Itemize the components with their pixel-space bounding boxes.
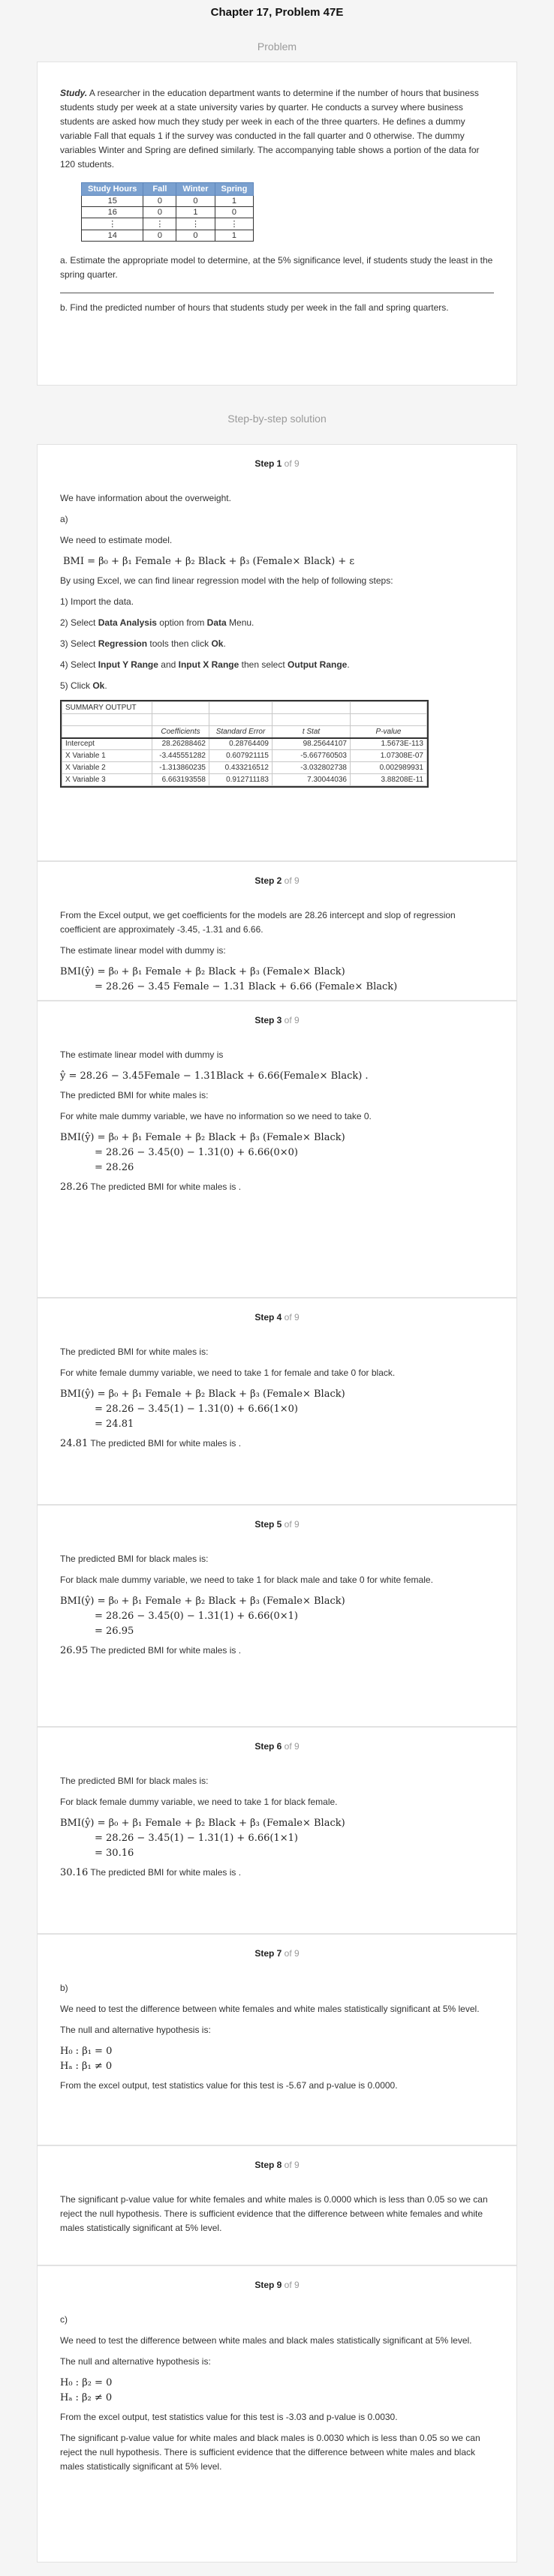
- page-title: Chapter 17, Problem 47E: [210, 6, 344, 19]
- table-row: [82, 196, 254, 207]
- step-2-card: [37, 861, 517, 1001]
- step-9-card: [37, 2265, 517, 2562]
- null-hypothesis: H₀ : β₁ = 0: [60, 2046, 113, 2057]
- step-text: From the excel output, test statistics value for this test is -5.67 and p-value is 0.0000.: [60, 2080, 398, 2091]
- step-heading: Step 2 of 9: [254, 875, 300, 886]
- step-text: The predicted BMI for black males is:: [60, 1554, 209, 1564]
- step-heading: Step 8 of 9: [254, 2160, 300, 2170]
- model-equation: BMI(ŷ) = β₀ + β₁ Female + β₂ Black + β₃ (Female× Black): [60, 966, 345, 977]
- step-heading: Step 9 of 9: [254, 2280, 300, 2290]
- step-5-card: [37, 1505, 517, 1727]
- step-heading: Step 7 of 9: [254, 1948, 300, 1959]
- model-equation-result: = 28.26: [95, 1162, 134, 1173]
- instruction-3: 3) Select Regression tools then click Ok.: [60, 638, 226, 649]
- step-text: We have information about the overweight.: [60, 493, 231, 503]
- summary-title-row: [62, 702, 427, 714]
- summary-cell: X Variable 3: [62, 774, 152, 786]
- model-equation-result: = 24.81: [95, 1419, 134, 1430]
- table-row: [62, 762, 427, 774]
- step-part-label: a): [60, 514, 68, 524]
- summary-cell: 0.002989931: [351, 762, 427, 774]
- step-text: From the excel output, test statistics value for this test is -3.03 and p-value is 0.0030.: [60, 2412, 398, 2422]
- step-text: For black female dummy variable, we need to take 1 for black female.: [60, 1797, 338, 1807]
- model-equation-line: = 28.26 − 3.45(1) − 1.31(1) + 6.66(1×1): [95, 1833, 298, 1844]
- model-equation-line: = 28.26 − 3.45(0) − 1.31(1) + 6.66(0×1): [95, 1611, 298, 1622]
- summary-output-table: [60, 700, 429, 788]
- study-table-header: [82, 183, 254, 196]
- summary-cell: 28.26288462: [152, 738, 209, 750]
- table-row: [62, 750, 427, 762]
- step-text: The estimate linear model with dummy is:: [60, 945, 226, 956]
- summary-header-cell: t Stat: [272, 726, 351, 738]
- step-text: For black male dummy variable, we need to take 1 for black male and take 0 for white female.: [60, 1575, 433, 1585]
- step-7-card: [37, 1934, 517, 2145]
- table-cell: ⋮: [176, 218, 215, 230]
- instruction-1: 1) Import the data.: [60, 596, 134, 607]
- table-cell: 16: [82, 207, 143, 218]
- model-equation-line: = 28.26 − 3.45(0) − 1.31(0) + 6.66(0×0): [95, 1147, 298, 1158]
- alternative-hypothesis: Hₐ : β₂ ≠ 0: [60, 2392, 113, 2403]
- step-text: By using Excel, we can find linear regression model with the help of following steps:: [60, 575, 393, 586]
- table-header-cell: Study Hours: [82, 183, 143, 196]
- step-result: 28.26 The predicted BMI for white males is .: [60, 1181, 242, 1193]
- table-row: [82, 207, 254, 218]
- summary-cell: 0.912711183: [209, 774, 272, 786]
- step-result: 24.81 The predicted BMI for white males is .: [60, 1438, 242, 1449]
- model-equation-line: = 28.26 − 3.45 Female − 1.31 Black + 6.66 (Female× Black): [95, 981, 398, 992]
- model-equation: BMI(ŷ) = β₀ + β₁ Female + β₂ Black + β₃ (Female× Black): [60, 1818, 345, 1829]
- step-part-label: b): [60, 1983, 68, 1993]
- table-cell: 0: [143, 230, 176, 242]
- model-equation: BMI(ŷ) = β₀ + β₁ Female + β₂ Black + β₃ (Female× Black): [60, 1132, 345, 1143]
- instruction-5: 5) Click Ok.: [60, 680, 107, 691]
- instruction-4: 4) Select Input Y Range and Input X Range then select Output Range.: [60, 659, 350, 670]
- alternative-hypothesis: Hₐ : β₁ ≠ 0: [60, 2061, 113, 2072]
- instruction-2: 2) Select Data Analysis option from Data Menu.: [60, 617, 254, 628]
- step-1-card: [37, 444, 517, 861]
- step-text: We need to test the difference between white females and white males statistically significant at 5% level.: [60, 2004, 480, 2014]
- summary-cell: -3.445551282: [152, 750, 209, 762]
- table-row: [82, 218, 254, 230]
- table-cell: 0: [176, 230, 215, 242]
- summary-header-cell: Standard Error: [209, 726, 272, 738]
- step-text: We need to estimate model.: [60, 535, 173, 545]
- problem-card: [37, 62, 517, 386]
- table-cell: 1: [215, 196, 254, 207]
- step-result: 30.16 The predicted BMI for white males is .: [60, 1867, 242, 1878]
- table-row: [62, 738, 427, 750]
- table-row: [62, 774, 427, 786]
- step-result: 26.95 The predicted BMI for white males is .: [60, 1645, 242, 1656]
- step-heading: Step 4 of 9: [254, 1312, 300, 1323]
- step-heading: Step 3 of 9: [254, 1015, 300, 1025]
- table-cell: 15: [82, 196, 143, 207]
- question-b: b. Find the predicted number of hours that students study per week in the fall and spring quarters.: [60, 302, 449, 313]
- solution-label: Step-by-step solution: [227, 413, 327, 425]
- table-cell: ⋮: [215, 218, 254, 230]
- study-table: [81, 182, 254, 242]
- summary-cell: X Variable 2: [62, 762, 152, 774]
- summary-cell: -3.032802738: [272, 762, 351, 774]
- table-cell: 0: [143, 207, 176, 218]
- step-3-card: [37, 1001, 517, 1298]
- step-text: The predicted BMI for white males is:: [60, 1347, 209, 1357]
- step-text: The estimate linear model with dummy is: [60, 1049, 224, 1060]
- step-text: For white female dummy variable, we need to take 1 for female and take 0 for black.: [60, 1368, 396, 1378]
- table-row: [82, 230, 254, 242]
- table-cell: 1: [215, 230, 254, 242]
- step-text: The predicted BMI for white males is:: [60, 1090, 209, 1100]
- table-header-cell: Fall: [143, 183, 176, 196]
- model-equation-result: = 30.16: [95, 1848, 134, 1859]
- model-equation: BMI(ŷ) = β₀ + β₁ Female + β₂ Black + β₃ (Female× Black): [60, 1596, 345, 1607]
- model-equation-result: = 26.95: [95, 1626, 134, 1637]
- model-equation: BMI(ŷ) = β₀ + β₁ Female + β₂ Black + β₃ (Female× Black): [60, 1389, 345, 1400]
- summary-header-cell: [62, 726, 152, 738]
- step-text: For white male dummy variable, we have no information so we need to take 0.: [60, 1111, 372, 1121]
- step-6-card: [37, 1727, 517, 1934]
- table-cell: 1: [176, 207, 215, 218]
- summary-header-cell: P-value: [351, 726, 427, 738]
- summary-cell: X Variable 1: [62, 750, 152, 762]
- model-equation: ŷ = 28.26 − 3.45Female − 1.31Black + 6.66(Female× Black) .: [60, 1070, 369, 1082]
- table-cell: 0: [215, 207, 254, 218]
- table-cell: 14: [82, 230, 143, 242]
- table-cell: 0: [143, 196, 176, 207]
- question-a: a. Estimate the appropriate model to determine, at the 5% significance level, if students study the least in the spring quarter.: [60, 255, 493, 280]
- summary-cell: -1.313860235: [152, 762, 209, 774]
- step-text: The null and alternative hypothesis is:: [60, 2356, 211, 2367]
- model-equation-line: = 28.26 − 3.45(1) − 1.31(0) + 6.66(1×0): [95, 1404, 298, 1415]
- summary-cell: 7.30044036: [272, 774, 351, 786]
- table-cell: 0: [176, 196, 215, 207]
- step-text: From the Excel output, we get coefficients for the models are 28.26 intercept and slop of regression coefficient are approximately -3.45, -1.31 and 6.66.: [60, 910, 456, 935]
- step-4-card: [37, 1298, 517, 1505]
- summary-header-cell: Coefficients: [152, 726, 209, 738]
- summary-cell: 0.28764409: [209, 738, 272, 750]
- step-text: The predicted BMI for black males is:: [60, 1776, 209, 1786]
- step-text: The significant p-value value for white females and white males is 0.0000 which is less than 0.05 so we can reject the null hypothesis. There is sufficient evidence that the difference between white females and white males statistically significant at 5% level.: [60, 2194, 488, 2233]
- summary-cell: 3.88208E-11: [351, 774, 427, 786]
- summary-cell: -5.66776050​3: [272, 750, 351, 762]
- null-hypothesis: H₀ : β₂ = 0: [60, 2377, 113, 2388]
- summary-cell: 1.07308E-07: [351, 750, 427, 762]
- problem-text: Study. A researcher in the education department wants to determine if the number of hours that business students study per week at a state university varies by quarter. He conducts a survey where business students are asked how much they study per week in each of the three quarters. He defines a dummy variable Fall that equals 1 if the survey was conducted in the fall quarter and 0 otherwise. The dummy variables Winter and Spring are defined similarly. The accompanying table shows a portion of the data for 120 students.: [60, 88, 480, 170]
- summary-cell: 6.663193558: [152, 774, 209, 786]
- step-8-card: [37, 2145, 517, 2265]
- step-heading: Step 5 of 9: [254, 1519, 300, 1530]
- step-part-label: c): [60, 2314, 68, 2325]
- table-header-cell: Winter: [176, 183, 215, 196]
- summary-header-row: [62, 726, 427, 738]
- summary-cell: 98.25644107: [272, 738, 351, 750]
- step-heading: Step 6 of 9: [254, 1741, 300, 1752]
- summary-title: SUMMARY OUTPUT: [62, 702, 152, 714]
- step-text: The significant p-value value for white males and black males is 0.0030 which is less than 0.05 so we can reject the null hypothesis. There is sufficient evidence that the difference between white males and black males statistically significant at 5% level.: [60, 2433, 480, 2472]
- step-heading: Step 1 of 9: [254, 458, 300, 469]
- summary-blank-row: [62, 714, 427, 726]
- step-text: The null and alternative hypothesis is:: [60, 2025, 211, 2035]
- table-header-cell: Spring: [215, 183, 254, 196]
- step-text: We need to test the difference between white males and black males statistically significant at 5% level.: [60, 2335, 472, 2346]
- problem-label: Problem: [257, 41, 297, 53]
- summary-cell: 1.5673E-113: [351, 738, 427, 750]
- model-equation: BMI = β₀ + β₁ Female + β₂ Black + β₃ (Female× Black) + ε: [63, 556, 355, 567]
- summary-cell: Intercept: [62, 738, 152, 750]
- summary-cell: 0.433216512: [209, 762, 272, 774]
- table-cell: ⋮: [82, 218, 143, 230]
- table-cell: ⋮: [143, 218, 176, 230]
- summary-cell: 0.607921115: [209, 750, 272, 762]
